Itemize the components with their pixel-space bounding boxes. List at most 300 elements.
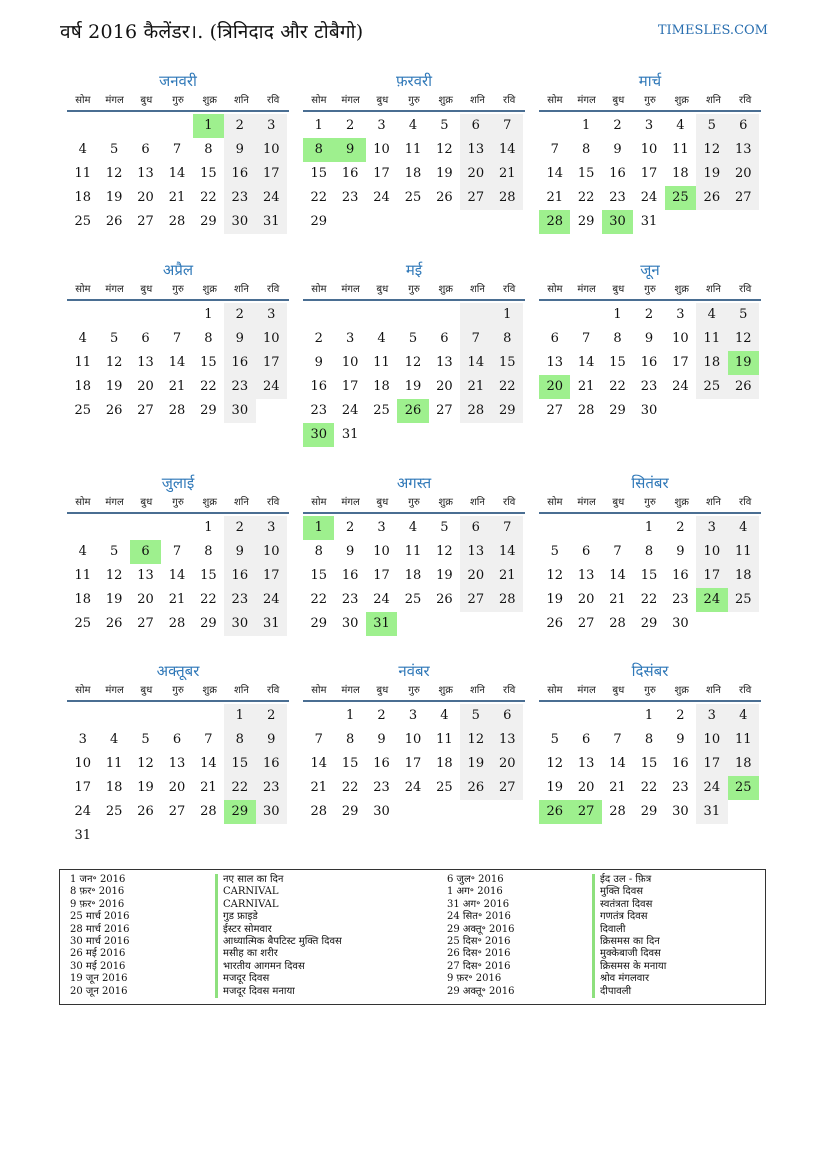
day-cell[interactable]: 8 — [204, 142, 213, 157]
day-cell[interactable]: 15 — [310, 568, 327, 583]
day-cell[interactable]: 16 — [310, 379, 327, 394]
day-cell[interactable]: 31 — [74, 828, 91, 843]
day-cell[interactable]: 6 — [141, 331, 150, 346]
day-cell[interactable]: 6 — [460, 516, 491, 540]
day-cell[interactable]: 14 — [310, 756, 327, 771]
day-cell[interactable]: 22 — [640, 780, 658, 795]
day-cell[interactable]: 4 — [377, 331, 386, 346]
day-cell[interactable]: 9 — [676, 544, 685, 559]
day-cell[interactable]: 13 — [168, 756, 186, 771]
day-cell[interactable]: 4 — [78, 544, 87, 559]
day-cell[interactable]: 20 — [137, 592, 154, 607]
day-cell[interactable]: 14 — [492, 540, 523, 564]
day-cell[interactable]: 2 — [345, 520, 355, 535]
day-cell[interactable]: 13 — [492, 728, 523, 752]
day-cell[interactable]: 25 — [373, 403, 390, 418]
day-cell[interactable]: 14 — [609, 568, 626, 583]
day-cell[interactable]: 21 — [609, 780, 626, 795]
day-cell[interactable]: 5 — [109, 142, 119, 157]
day-cell[interactable]: 27 — [577, 616, 595, 631]
day-cell[interactable]: 3 — [696, 704, 727, 728]
day-cell[interactable]: 2 — [224, 303, 255, 327]
day-cell[interactable]: 5 — [460, 704, 491, 728]
day-cell[interactable]: 22 — [492, 375, 523, 399]
day-cell[interactable]: 19 — [546, 592, 563, 607]
day-cell[interactable]: 3 — [256, 303, 287, 327]
day-cell[interactable]: 23 — [224, 186, 255, 210]
day-cell[interactable]: 7 — [492, 114, 523, 138]
day-cell[interactable]: 19 — [105, 190, 123, 205]
day-cell[interactable]: 29 — [224, 800, 255, 824]
day-cell[interactable]: 18 — [728, 752, 759, 776]
day-cell[interactable]: 1 — [314, 118, 323, 133]
day-cell[interactable]: 10 — [672, 331, 689, 346]
day-cell[interactable]: 31 — [366, 612, 397, 636]
day-cell[interactable]: 25 — [74, 403, 91, 418]
day-cell[interactable]: 11 — [436, 732, 453, 747]
day-cell[interactable]: 6 — [440, 331, 449, 346]
day-cell[interactable]: 19 — [436, 166, 453, 181]
day-cell[interactable]: 20 — [492, 752, 523, 776]
day-cell[interactable]: 2 — [314, 331, 323, 346]
day-cell[interactable]: 4 — [440, 708, 449, 723]
day-cell[interactable]: 4 — [728, 516, 759, 540]
day-cell[interactable]: 17 — [256, 564, 287, 588]
day-cell[interactable]: 27 — [546, 403, 563, 418]
day-cell[interactable]: 4 — [408, 520, 418, 535]
day-cell[interactable]: 27 — [436, 403, 453, 418]
day-cell[interactable]: 27 — [137, 214, 154, 229]
day-cell[interactable]: 12 — [137, 756, 154, 771]
day-cell[interactable]: 1 — [193, 114, 224, 138]
day-cell[interactable]: 8 — [204, 544, 213, 559]
day-cell[interactable]: 10 — [696, 540, 727, 564]
day-cell[interactable]: 12 — [436, 544, 453, 559]
day-cell[interactable]: 3 — [408, 708, 418, 723]
day-cell[interactable]: 18 — [404, 166, 422, 181]
day-cell[interactable]: 27 — [570, 800, 601, 824]
day-cell[interactable]: 18 — [696, 351, 727, 375]
day-cell[interactable]: 17 — [672, 355, 689, 370]
day-cell[interactable]: 1 — [492, 303, 523, 327]
day-cell[interactable]: 26 — [397, 399, 428, 423]
day-cell[interactable]: 10 — [256, 138, 287, 162]
day-cell[interactable]: 3 — [78, 732, 87, 747]
day-cell[interactable]: 29 — [310, 616, 327, 631]
day-cell[interactable]: 7 — [613, 732, 622, 747]
day-cell[interactable]: 23 — [256, 776, 287, 800]
day-cell[interactable]: 28 — [200, 804, 217, 819]
day-cell[interactable]: 15 — [200, 355, 217, 370]
day-cell[interactable]: 6 — [581, 544, 591, 559]
day-cell[interactable]: 24 — [256, 186, 287, 210]
day-cell[interactable]: 14 — [609, 756, 626, 771]
day-cell[interactable]: 30 — [256, 800, 287, 824]
day-cell[interactable]: 28 — [492, 588, 523, 612]
day-cell[interactable]: 15 — [224, 752, 255, 776]
day-cell[interactable]: 16 — [672, 568, 689, 583]
day-cell[interactable]: 5 — [550, 544, 559, 559]
day-cell[interactable]: 9 — [256, 728, 287, 752]
day-cell[interactable]: 25 — [436, 780, 453, 795]
day-cell[interactable]: 21 — [168, 592, 186, 607]
day-cell[interactable]: 25 — [696, 375, 727, 399]
day-cell[interactable]: 3 — [644, 118, 654, 133]
day-cell[interactable]: 21 — [168, 379, 186, 394]
day-cell[interactable]: 6 — [492, 704, 523, 728]
day-cell[interactable]: 1 — [644, 520, 654, 535]
day-cell[interactable]: 7 — [613, 544, 622, 559]
day-cell[interactable]: 25 — [728, 588, 759, 612]
day-cell[interactable]: 15 — [310, 166, 327, 181]
day-cell[interactable]: 27 — [460, 186, 491, 210]
day-cell[interactable]: 29 — [200, 403, 217, 418]
day-cell[interactable]: 17 — [256, 351, 287, 375]
day-cell[interactable]: 12 — [546, 756, 563, 771]
day-cell[interactable]: 5 — [440, 520, 449, 535]
day-cell[interactable]: 17 — [373, 568, 390, 583]
day-cell[interactable]: 1 — [613, 307, 622, 322]
day-cell[interactable]: 11 — [728, 540, 759, 564]
day-cell[interactable]: 14 — [460, 351, 491, 375]
day-cell[interactable]: 14 — [577, 355, 595, 370]
day-cell[interactable]: 16 — [341, 166, 359, 181]
day-cell[interactable]: 19 — [436, 568, 453, 583]
day-cell[interactable]: 26 — [105, 214, 123, 229]
day-cell[interactable]: 26 — [546, 616, 563, 631]
day-cell[interactable]: 16 — [640, 355, 658, 370]
day-cell[interactable]: 9 — [345, 544, 355, 559]
day-cell[interactable]: 28 — [577, 403, 595, 418]
day-cell[interactable]: 22 — [200, 190, 217, 205]
day-cell[interactable]: 22 — [577, 190, 595, 205]
day-cell[interactable]: 8 — [581, 142, 591, 157]
day-cell[interactable]: 13 — [137, 166, 154, 181]
day-cell[interactable]: 10 — [341, 355, 359, 370]
day-cell[interactable]: 27 — [492, 776, 523, 800]
day-cell[interactable]: 1 — [644, 708, 654, 723]
day-cell[interactable]: 15 — [640, 568, 658, 583]
day-cell[interactable]: 10 — [256, 327, 287, 351]
day-cell[interactable]: 30 — [672, 804, 689, 819]
day-cell[interactable]: 1 — [303, 516, 334, 540]
day-cell[interactable]: 22 — [224, 776, 255, 800]
day-cell[interactable]: 4 — [109, 732, 119, 747]
day-cell[interactable]: 30 — [640, 403, 658, 418]
day-cell[interactable]: 18 — [373, 379, 390, 394]
site-link[interactable]: TIMESLES.COM — [657, 23, 768, 38]
day-cell[interactable]: 22 — [609, 379, 626, 394]
day-cell[interactable]: 25 — [404, 592, 422, 607]
day-cell[interactable]: 18 — [404, 568, 422, 583]
day-cell[interactable]: 13 — [137, 355, 154, 370]
day-cell[interactable]: 24 — [672, 379, 689, 394]
day-cell[interactable]: 10 — [373, 544, 390, 559]
day-cell[interactable]: 17 — [256, 162, 287, 186]
day-cell[interactable]: 12 — [546, 568, 563, 583]
day-cell[interactable]: 31 — [696, 800, 727, 824]
day-cell[interactable]: 23 — [224, 375, 255, 399]
day-cell[interactable]: 8 — [345, 732, 355, 747]
day-cell[interactable]: 20 — [577, 592, 595, 607]
day-cell[interactable]: 13 — [546, 355, 563, 370]
day-cell[interactable]: 9 — [377, 732, 386, 747]
day-cell[interactable]: 24 — [373, 592, 390, 607]
day-cell[interactable]: 13 — [137, 568, 154, 583]
day-cell[interactable]: 17 — [640, 166, 658, 181]
day-cell[interactable]: 8 — [644, 544, 654, 559]
day-cell[interactable]: 20 — [436, 379, 453, 394]
day-cell[interactable]: 19 — [460, 752, 491, 776]
day-cell[interactable]: 16 — [224, 351, 255, 375]
day-cell[interactable]: 23 — [310, 403, 327, 418]
day-cell[interactable]: 28 — [168, 214, 186, 229]
day-cell[interactable]: 28 — [492, 186, 523, 210]
day-cell[interactable]: 19 — [137, 780, 154, 795]
day-cell[interactable]: 11 — [74, 355, 91, 370]
day-cell[interactable]: 28 — [460, 399, 491, 423]
day-cell[interactable]: 21 — [609, 592, 626, 607]
day-cell[interactable]: 15 — [200, 166, 217, 181]
day-cell[interactable]: 5 — [728, 303, 759, 327]
day-cell[interactable]: 2 — [377, 708, 386, 723]
day-cell[interactable]: 7 — [172, 544, 182, 559]
day-cell[interactable]: 11 — [105, 756, 123, 771]
day-cell[interactable]: 13 — [460, 540, 491, 564]
day-cell[interactable]: 24 — [256, 588, 287, 612]
day-cell[interactable]: 18 — [436, 756, 453, 771]
day-cell[interactable]: 29 — [577, 214, 595, 229]
day-cell[interactable]: 29 — [200, 616, 217, 631]
day-cell[interactable]: 26 — [460, 776, 491, 800]
day-cell[interactable]: 13 — [436, 355, 453, 370]
day-cell[interactable]: 31 — [256, 210, 287, 234]
day-cell[interactable]: 22 — [200, 592, 217, 607]
day-cell[interactable]: 16 — [373, 756, 390, 771]
day-cell[interactable]: 14 — [168, 355, 186, 370]
day-cell[interactable]: 8 — [314, 544, 323, 559]
day-cell[interactable]: 8 — [224, 728, 255, 752]
day-cell[interactable]: 29 — [200, 214, 217, 229]
day-cell[interactable]: 25 — [665, 186, 696, 210]
day-cell[interactable]: 21 — [168, 190, 186, 205]
day-cell[interactable]: 9 — [676, 732, 685, 747]
day-cell[interactable]: 23 — [341, 592, 359, 607]
day-cell[interactable]: 3 — [256, 114, 287, 138]
day-cell[interactable]: 17 — [341, 379, 359, 394]
day-cell[interactable]: 7 — [172, 331, 182, 346]
day-cell[interactable]: 5 — [696, 114, 727, 138]
day-cell[interactable]: 24 — [640, 190, 658, 205]
day-cell[interactable]: 12 — [728, 327, 759, 351]
day-cell[interactable]: 9 — [644, 331, 654, 346]
day-cell[interactable]: 2 — [676, 520, 685, 535]
day-cell[interactable]: 17 — [373, 166, 390, 181]
day-cell[interactable]: 13 — [728, 138, 759, 162]
day-cell[interactable]: 29 — [341, 804, 359, 819]
day-cell[interactable]: 15 — [492, 351, 523, 375]
day-cell[interactable]: 20 — [460, 162, 491, 186]
day-cell[interactable]: 4 — [728, 704, 759, 728]
day-cell[interactable]: 24 — [256, 375, 287, 399]
day-cell[interactable]: 20 — [137, 379, 154, 394]
day-cell[interactable]: 28 — [609, 616, 626, 631]
day-cell[interactable]: 1 — [204, 520, 213, 535]
day-cell[interactable]: 30 — [341, 616, 359, 631]
day-cell[interactable]: 20 — [577, 780, 595, 795]
day-cell[interactable]: 20 — [168, 780, 186, 795]
day-cell[interactable]: 26 — [137, 804, 154, 819]
day-cell[interactable]: 19 — [105, 592, 123, 607]
day-cell[interactable]: 15 — [577, 166, 595, 181]
day-cell[interactable]: 29 — [640, 804, 658, 819]
day-cell[interactable]: 2 — [644, 307, 654, 322]
day-cell[interactable]: 23 — [341, 190, 359, 205]
day-cell[interactable]: 23 — [373, 780, 390, 795]
day-cell[interactable]: 23 — [609, 190, 626, 205]
day-cell[interactable]: 2 — [256, 704, 287, 728]
day-cell[interactable]: 17 — [74, 780, 91, 795]
day-cell[interactable]: 12 — [436, 142, 453, 157]
day-cell[interactable]: 25 — [404, 190, 422, 205]
day-cell[interactable]: 7 — [550, 142, 559, 157]
day-cell[interactable]: 26 — [436, 592, 453, 607]
day-cell[interactable]: 27 — [460, 588, 491, 612]
day-cell[interactable]: 1 — [581, 118, 591, 133]
day-cell[interactable]: 13 — [577, 756, 595, 771]
day-cell[interactable]: 19 — [404, 379, 422, 394]
day-cell[interactable]: 7 — [460, 327, 491, 351]
day-cell[interactable]: 22 — [310, 190, 327, 205]
day-cell[interactable]: 7 — [204, 732, 213, 747]
day-cell[interactable]: 31 — [256, 612, 287, 636]
day-cell[interactable]: 9 — [224, 138, 255, 162]
day-cell[interactable]: 2 — [224, 114, 255, 138]
day-cell[interactable]: 16 — [224, 564, 255, 588]
day-cell[interactable]: 21 — [492, 564, 523, 588]
day-cell[interactable]: 12 — [105, 355, 123, 370]
day-cell[interactable]: 29 — [310, 214, 327, 229]
day-cell[interactable]: 28 — [168, 403, 186, 418]
day-cell[interactable]: 19 — [546, 780, 563, 795]
day-cell[interactable]: 29 — [640, 616, 658, 631]
day-cell[interactable]: 20 — [728, 162, 759, 186]
day-cell[interactable]: 2 — [345, 118, 355, 133]
day-cell[interactable]: 24 — [74, 804, 91, 819]
day-cell[interactable]: 20 — [460, 564, 491, 588]
day-cell[interactable]: 14 — [546, 166, 563, 181]
day-cell[interactable]: 14 — [168, 568, 186, 583]
day-cell[interactable]: 8 — [492, 327, 523, 351]
day-cell[interactable]: 7 — [314, 732, 323, 747]
day-cell[interactable]: 22 — [341, 780, 359, 795]
day-cell[interactable]: 4 — [696, 303, 727, 327]
day-cell[interactable]: 7 — [581, 331, 591, 346]
day-cell[interactable]: 14 — [200, 756, 217, 771]
day-cell[interactable]: 12 — [105, 166, 123, 181]
day-cell[interactable]: 28 — [539, 210, 570, 234]
day-cell[interactable]: 15 — [200, 568, 217, 583]
day-cell[interactable]: 14 — [492, 138, 523, 162]
day-cell[interactable]: 25 — [728, 776, 759, 800]
day-cell[interactable]: 16 — [224, 162, 255, 186]
day-cell[interactable]: 21 — [310, 780, 327, 795]
day-cell[interactable]: 11 — [404, 142, 422, 157]
day-cell[interactable]: 18 — [105, 780, 123, 795]
day-cell[interactable]: 6 — [141, 142, 150, 157]
day-cell[interactable]: 10 — [640, 142, 658, 157]
day-cell[interactable]: 3 — [377, 118, 386, 133]
day-cell[interactable]: 24 — [373, 190, 390, 205]
day-cell[interactable]: 30 — [303, 423, 334, 447]
day-cell[interactable]: 24 — [696, 776, 727, 800]
day-cell[interactable]: 21 — [492, 162, 523, 186]
day-cell[interactable]: 6 — [172, 732, 182, 747]
day-cell[interactable]: 26 — [696, 186, 727, 210]
day-cell[interactable]: 30 — [224, 399, 255, 423]
day-cell[interactable]: 3 — [345, 331, 355, 346]
day-cell[interactable]: 6 — [550, 331, 559, 346]
day-cell[interactable]: 11 — [404, 544, 422, 559]
day-cell[interactable]: 5 — [109, 544, 119, 559]
day-cell[interactable]: 18 — [74, 592, 91, 607]
day-cell[interactable]: 10 — [696, 728, 727, 752]
day-cell[interactable]: 21 — [460, 375, 491, 399]
day-cell[interactable]: 6 — [460, 114, 491, 138]
day-cell[interactable]: 25 — [74, 214, 91, 229]
day-cell[interactable]: 30 — [672, 616, 689, 631]
day-cell[interactable]: 24 — [341, 403, 359, 418]
day-cell[interactable]: 15 — [640, 756, 658, 771]
day-cell[interactable]: 16 — [341, 568, 359, 583]
day-cell[interactable]: 5 — [440, 118, 449, 133]
day-cell[interactable]: 13 — [577, 568, 595, 583]
day-cell[interactable]: 4 — [676, 118, 685, 133]
day-cell[interactable]: 1 — [345, 708, 355, 723]
day-cell[interactable]: 4 — [78, 142, 87, 157]
day-cell[interactable]: 29 — [492, 399, 523, 423]
day-cell[interactable]: 30 — [373, 804, 390, 819]
day-cell[interactable]: 27 — [168, 804, 186, 819]
day-cell[interactable]: 7 — [492, 516, 523, 540]
day-cell[interactable]: 16 — [672, 756, 689, 771]
day-cell[interactable]: 23 — [672, 780, 689, 795]
day-cell[interactable]: 5 — [141, 732, 150, 747]
day-cell[interactable]: 5 — [550, 732, 559, 747]
day-cell[interactable]: 16 — [609, 166, 626, 181]
day-cell[interactable]: 26 — [539, 800, 570, 824]
day-cell[interactable]: 9 — [334, 138, 365, 162]
day-cell[interactable]: 16 — [256, 752, 287, 776]
day-cell[interactable]: 13 — [460, 138, 491, 162]
day-cell[interactable]: 14 — [168, 166, 186, 181]
day-cell[interactable]: 26 — [436, 190, 453, 205]
day-cell[interactable]: 28 — [168, 616, 186, 631]
day-cell[interactable]: 11 — [728, 728, 759, 752]
day-cell[interactable]: 18 — [74, 379, 91, 394]
day-cell[interactable]: 31 — [341, 427, 359, 442]
day-cell[interactable]: 12 — [404, 355, 422, 370]
day-cell[interactable]: 24 — [696, 588, 727, 612]
day-cell[interactable]: 3 — [676, 307, 685, 322]
day-cell[interactable]: 10 — [74, 756, 91, 771]
day-cell[interactable]: 10 — [373, 142, 390, 157]
day-cell[interactable]: 19 — [696, 162, 727, 186]
day-cell[interactable]: 17 — [696, 752, 727, 776]
day-cell[interactable]: 11 — [373, 355, 390, 370]
day-cell[interactable]: 5 — [408, 331, 418, 346]
day-cell[interactable]: 21 — [546, 190, 563, 205]
